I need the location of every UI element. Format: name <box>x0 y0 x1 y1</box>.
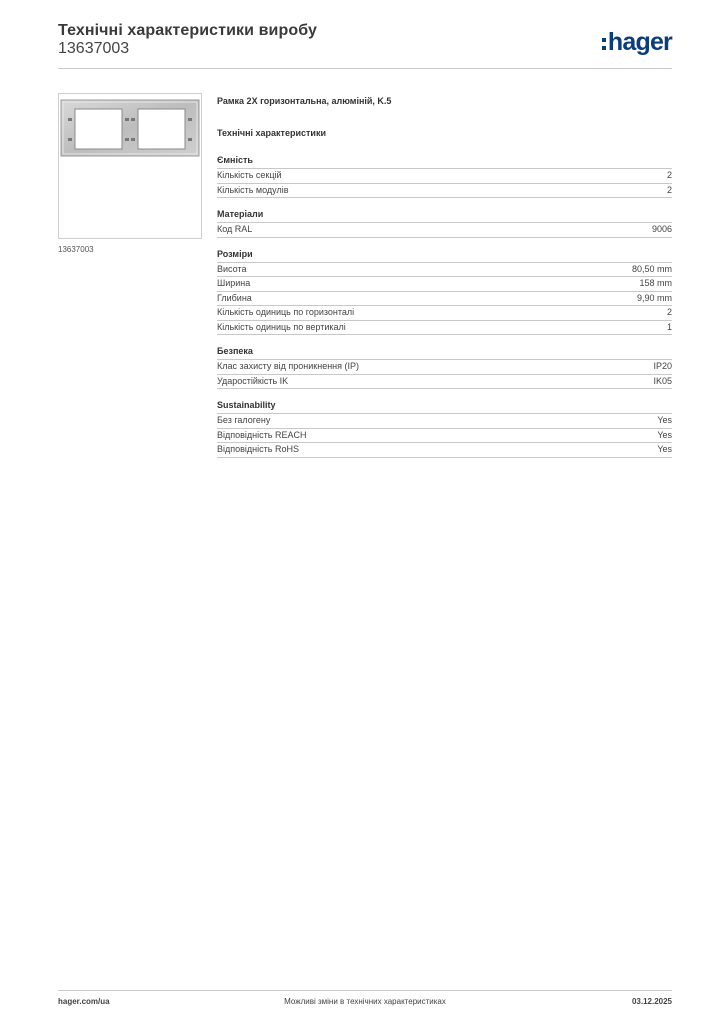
spec-value: 9,90 mm <box>636 292 672 303</box>
spec-value: Yes <box>657 415 672 425</box>
group-title: Розміри <box>217 249 672 263</box>
double-frame-image <box>59 94 201 238</box>
spec-value: 9006 <box>651 224 672 234</box>
spec-row <box>217 277 672 292</box>
spec-row <box>217 321 672 336</box>
footer-date: 03.12.2025 <box>631 997 672 1006</box>
spec-group-safety <box>217 346 672 389</box>
spec-value: 2 <box>666 170 672 180</box>
spec-value: IK05 <box>653 375 672 386</box>
spec-row <box>217 306 672 321</box>
product-name: Рамка 2X горизонтальна, алюміній, K.5 <box>217 96 392 106</box>
logo-text: hager <box>607 28 672 56</box>
spec-group-dimensions <box>217 249 672 336</box>
spec-label: Без галогену <box>217 415 271 425</box>
spec-label: Кількість одиниць по горизонталі <box>217 307 355 317</box>
logo-dots-icon <box>602 38 606 54</box>
spec-row <box>217 429 672 444</box>
spec-row <box>217 169 672 184</box>
group-title: Матеріали <box>217 209 672 223</box>
spec-group-sustainability <box>217 400 672 458</box>
spec-value: 158 mm <box>639 278 672 288</box>
group-title: Sustainability <box>217 400 672 414</box>
footer-website-link[interactable]: hager.com/ua <box>58 997 110 1006</box>
spec-value: 1 <box>666 321 672 332</box>
spec-label: Код RAL <box>217 224 253 234</box>
spec-value: 2 <box>666 184 672 195</box>
spec-row <box>217 223 672 238</box>
spec-value: 2 <box>666 307 672 317</box>
group-title: Безпека <box>217 346 672 360</box>
footer-disclaimer: Можливі зміни в технічних характеристиках <box>284 997 446 1006</box>
spec-label: Відповідність RoHS <box>217 444 299 454</box>
document-title: Технічні характеристики виробу <box>58 22 317 39</box>
spec-label: Ширина <box>217 278 251 288</box>
spec-row <box>217 443 672 458</box>
spec-row <box>217 292 672 307</box>
spec-label: Ударостійкість IK <box>217 375 289 386</box>
spec-row <box>217 414 672 429</box>
spec-label: Висота <box>217 263 247 274</box>
spec-label: Відповідність REACH <box>217 429 307 440</box>
group-title: Ємність <box>217 155 672 169</box>
footer-divider <box>58 990 672 991</box>
spec-label: Глибина <box>217 292 252 303</box>
spec-value: Yes <box>657 429 672 440</box>
spec-group-capacity <box>217 155 672 198</box>
spec-label: Кількість секцій <box>217 170 282 180</box>
spec-label: Кількість модулів <box>217 184 289 195</box>
spec-value: 80,50 mm <box>631 263 672 274</box>
product-code: 13637003 <box>58 245 94 254</box>
spec-label: Кількість одиниць по вертикалі <box>217 321 346 332</box>
spec-value: Yes <box>657 444 672 454</box>
spec-row <box>217 360 672 375</box>
spec-row <box>217 263 672 278</box>
header-divider <box>58 68 672 69</box>
spec-heading: Технічні характеристики <box>217 128 326 138</box>
spec-row <box>217 184 672 199</box>
product-image <box>58 93 202 239</box>
spec-group-materials <box>217 209 672 238</box>
spec-value: IP20 <box>653 361 672 371</box>
spec-label: Клас захисту від проникнення (IP) <box>217 361 360 371</box>
spec-sheet <box>217 96 672 458</box>
spec-row <box>217 375 672 390</box>
hager-logo <box>602 30 672 55</box>
page-header <box>58 20 672 70</box>
document-number: 13637003 <box>58 40 130 57</box>
